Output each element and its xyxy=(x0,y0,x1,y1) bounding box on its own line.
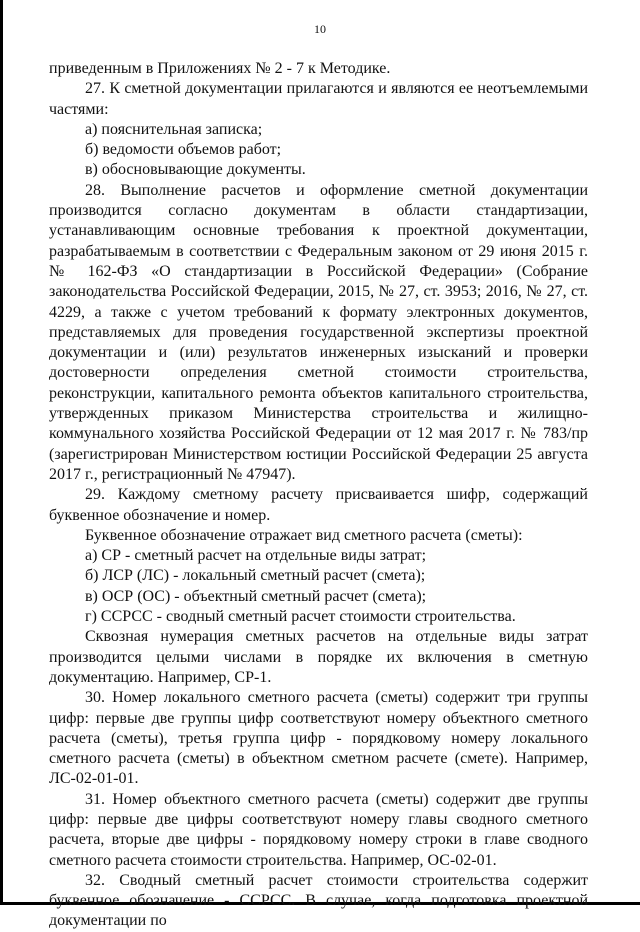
paragraph-31: 31. Номер объектного сметного расчета (сметы) содержит две группы цифр: первые две цифры соответствуют номеру главы сводного сметного расчета, вторые две цифры - порядковому номеру строки в главе сводного сметного расчета стоимости строительства. Например, ОС-02-01. xyxy=(49,790,588,869)
list-item-27-b: б) ведомости объемов работ; xyxy=(85,141,282,159)
list-item-29-v: в) ОСР (ОС) - объектный сметный расчет (смета); xyxy=(85,587,427,605)
scan-edge-left xyxy=(0,0,3,905)
list-item-29-a: а) СР - сметный расчет на отдельные виды затрат; xyxy=(85,547,427,565)
list-item-27-a: а) пояснительная записка; xyxy=(85,120,263,138)
paragraph-letter-designation: Буквенное обозначение отражает вид сметного расчета (сметы): xyxy=(85,526,523,544)
document-body xyxy=(49,59,588,932)
page-number: 10 xyxy=(314,22,326,36)
paragraph-30: 30. Номер локального сметного расчета (сметы) содержит три группы цифр: первые две группы цифр соответствуют номеру объектного сметного расчета (сметы), третья группа цифр - порядковому номеру локального сметного расчета (сметы) в объектном сметном расчете (смете). Например, ЛС-02-01-01. xyxy=(49,689,588,788)
paragraph-29: 29. Каждому сметному расчету присваивается шифр, содержащий буквенное обозначение и номер. xyxy=(49,486,588,524)
paragraph-numbering: Сквозная нумерация сметных расчетов на отдельные виды затрат производится целыми числами в порядке их включения в сметную документацию. Например, СР-1. xyxy=(49,628,588,686)
paragraph-continuation: приведенным в Приложениях № 2 - 7 к Методике. xyxy=(49,60,391,77)
list-item-29-b: б) ЛСР (ЛС) - локальный сметный расчет (смета); xyxy=(85,567,426,585)
paragraph-28: 28. Выполнение расчетов и оформление сметной документации производится согласно документам в области стандартизации, устанавливающим основные требования к проектной документации, разрабатываемым в соответствии с Федеральным законом от 29 июня 2015 г. № 162-ФЗ «О стандартизации в Российской Федерации» (Собрание законодательства Российской Федерации, 2015, № 27, ст. 3953; 2016, № 27, ст. 4229, а также с учетом требований к формату электронных документов, представляемых для проведения государственной экспертизы проектной документации и (или) результатов инженерных изысканий и проверки достоверности определения сметной стоимости строительства, реконструкции, капитального ремонта объектов капитального строительства, утвержденных приказом Министерства строительства и жилищно-коммунального хозяйства Российской Федерации от 12 мая 2017 г. № 783/пр (зарегистрирован Министерством юстиции Российской Федерации 25 августа 2017 г., регистрационный № 47947). xyxy=(49,181,588,483)
list-item-27-v: в) обосновывающие документы. xyxy=(85,161,306,179)
paragraph-32: 32. Сводный сметный расчет стоимости строительства содержит буквенное обозначение - ССРСС. В случае, когда подготовка проектной документации по xyxy=(49,871,588,930)
list-item-29-g: г) ССРСС - сводный сметный расчет стоимости строительства. xyxy=(85,608,516,626)
paragraph-27: 27. К сметной документации прилагаются и являются ее неотъемлемыми частями: xyxy=(49,80,588,118)
